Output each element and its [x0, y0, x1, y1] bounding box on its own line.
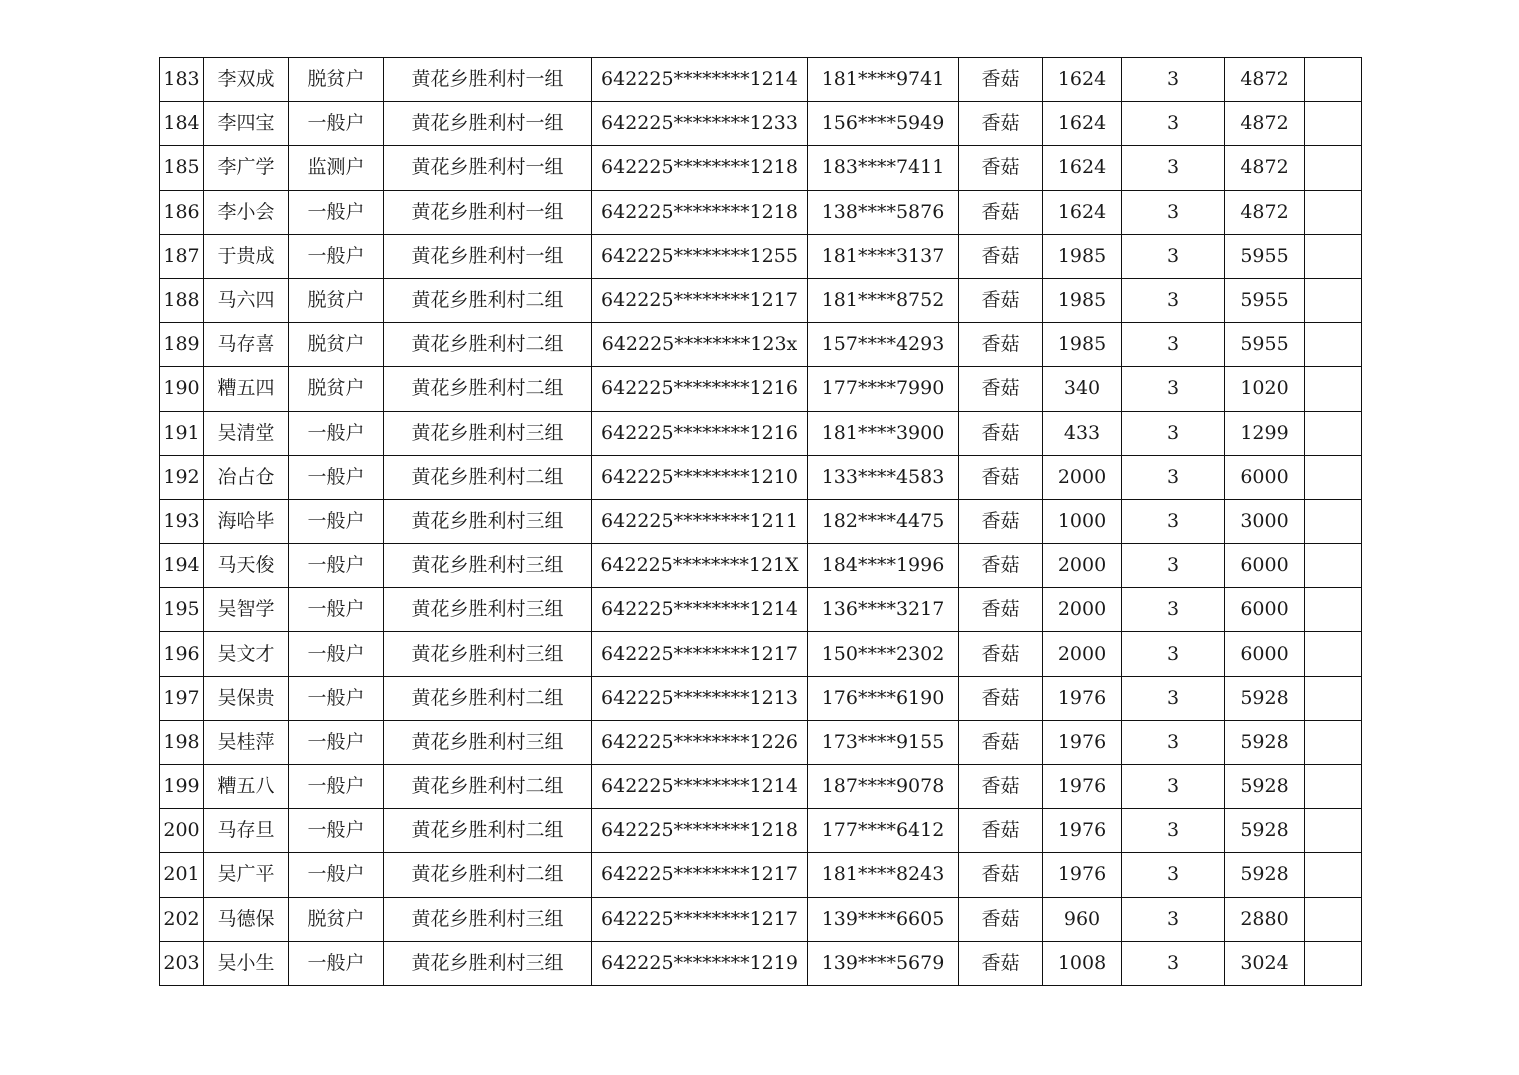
unit-price-cell: 3: [1122, 278, 1225, 322]
table-row: [160, 102, 1362, 146]
index-cell: 187: [160, 234, 204, 278]
household-type-cell: 一般户: [289, 411, 384, 455]
phone-cell: 173****9155: [808, 720, 959, 764]
index-cell: 196: [160, 632, 204, 676]
id-number-cell: 642225********1233: [592, 102, 808, 146]
index-cell: 190: [160, 367, 204, 411]
crop-cell: 香菇: [959, 809, 1043, 853]
index-cell: 197: [160, 676, 204, 720]
amount-cell: 4872: [1225, 102, 1305, 146]
unit-price-cell: 3: [1122, 720, 1225, 764]
unit-price-cell: 3: [1122, 544, 1225, 588]
amount-cell: 3024: [1225, 941, 1305, 985]
name-cell: 吴小生: [204, 941, 289, 985]
quantity-cell: 1985: [1043, 323, 1122, 367]
name-cell: 李双成: [204, 58, 289, 102]
household-type-cell: 一般户: [289, 676, 384, 720]
amount-cell: 1299: [1225, 411, 1305, 455]
address-cell: 黄花乡胜利村三组: [384, 720, 592, 764]
remark-cell: [1305, 853, 1362, 897]
quantity-cell: 1976: [1043, 765, 1122, 809]
household-type-cell: 脱贫户: [289, 58, 384, 102]
index-cell: 199: [160, 765, 204, 809]
quantity-cell: 960: [1043, 897, 1122, 941]
household-type-cell: 一般户: [289, 190, 384, 234]
household-type-cell: 一般户: [289, 499, 384, 543]
table-row: [160, 455, 1362, 499]
id-number-cell: 642225********1213: [592, 676, 808, 720]
quantity-cell: 340: [1043, 367, 1122, 411]
household-type-cell: 监测户: [289, 146, 384, 190]
amount-cell: 4872: [1225, 146, 1305, 190]
amount-cell: 4872: [1225, 58, 1305, 102]
address-cell: 黄花乡胜利村三组: [384, 588, 592, 632]
unit-price-cell: 3: [1122, 588, 1225, 632]
remark-cell: [1305, 190, 1362, 234]
remark-cell: [1305, 588, 1362, 632]
table-row: [160, 367, 1362, 411]
remark-cell: [1305, 455, 1362, 499]
id-number-cell: 642225********1218: [592, 190, 808, 234]
remark-cell: [1305, 102, 1362, 146]
address-cell: 黄花乡胜利村二组: [384, 455, 592, 499]
name-cell: 海哈毕: [204, 499, 289, 543]
crop-cell: 香菇: [959, 499, 1043, 543]
unit-price-cell: 3: [1122, 853, 1225, 897]
quantity-cell: 1976: [1043, 809, 1122, 853]
crop-cell: 香菇: [959, 588, 1043, 632]
crop-cell: 香菇: [959, 102, 1043, 146]
phone-cell: 183****7411: [808, 146, 959, 190]
index-cell: 202: [160, 897, 204, 941]
quantity-cell: 1000: [1043, 499, 1122, 543]
quantity-cell: 1976: [1043, 676, 1122, 720]
crop-cell: 香菇: [959, 853, 1043, 897]
phone-cell: 133****4583: [808, 455, 959, 499]
id-number-cell: 642225********1217: [592, 897, 808, 941]
phone-cell: 181****8752: [808, 278, 959, 322]
crop-cell: 香菇: [959, 411, 1043, 455]
remark-cell: [1305, 941, 1362, 985]
household-type-cell: 一般户: [289, 588, 384, 632]
table-row: [160, 190, 1362, 234]
crop-cell: 香菇: [959, 455, 1043, 499]
crop-cell: 香菇: [959, 632, 1043, 676]
household-type-cell: 一般户: [289, 809, 384, 853]
index-cell: 195: [160, 588, 204, 632]
crop-cell: 香菇: [959, 146, 1043, 190]
address-cell: 黄花乡胜利村三组: [384, 499, 592, 543]
amount-cell: 5928: [1225, 765, 1305, 809]
crop-cell: 香菇: [959, 765, 1043, 809]
phone-cell: 181****3137: [808, 234, 959, 278]
crop-cell: 香菇: [959, 58, 1043, 102]
index-cell: 201: [160, 853, 204, 897]
table-row: [160, 941, 1362, 985]
table-row: [160, 146, 1362, 190]
index-cell: 192: [160, 455, 204, 499]
phone-cell: 181****3900: [808, 411, 959, 455]
table-row: [160, 323, 1362, 367]
table-row: [160, 765, 1362, 809]
address-cell: 黄花乡胜利村三组: [384, 411, 592, 455]
quantity-cell: 1624: [1043, 146, 1122, 190]
phone-cell: 157****4293: [808, 323, 959, 367]
table-row: [160, 234, 1362, 278]
crop-cell: 香菇: [959, 720, 1043, 764]
amount-cell: 5955: [1225, 234, 1305, 278]
unit-price-cell: 3: [1122, 632, 1225, 676]
remark-cell: [1305, 411, 1362, 455]
remark-cell: [1305, 720, 1362, 764]
household-type-cell: 一般户: [289, 632, 384, 676]
table-row: [160, 809, 1362, 853]
name-cell: 吴智学: [204, 588, 289, 632]
id-number-cell: 642225********1226: [592, 720, 808, 764]
remark-cell: [1305, 499, 1362, 543]
amount-cell: 5955: [1225, 323, 1305, 367]
index-cell: 183: [160, 58, 204, 102]
index-cell: 184: [160, 102, 204, 146]
quantity-cell: 2000: [1043, 588, 1122, 632]
phone-cell: 177****6412: [808, 809, 959, 853]
unit-price-cell: 3: [1122, 58, 1225, 102]
crop-cell: 香菇: [959, 897, 1043, 941]
address-cell: 黄花乡胜利村一组: [384, 190, 592, 234]
remark-cell: [1305, 544, 1362, 588]
amount-cell: 5955: [1225, 278, 1305, 322]
household-type-cell: 脱贫户: [289, 278, 384, 322]
remark-cell: [1305, 323, 1362, 367]
id-number-cell: 642225********1217: [592, 278, 808, 322]
phone-cell: 177****7990: [808, 367, 959, 411]
unit-price-cell: 3: [1122, 367, 1225, 411]
id-number-cell: 642225********1217: [592, 632, 808, 676]
name-cell: 马存喜: [204, 323, 289, 367]
amount-cell: 5928: [1225, 809, 1305, 853]
address-cell: 黄花乡胜利村二组: [384, 323, 592, 367]
name-cell: 马德保: [204, 897, 289, 941]
name-cell: 糟五四: [204, 367, 289, 411]
table-row: [160, 632, 1362, 676]
unit-price-cell: 3: [1122, 897, 1225, 941]
address-cell: 黄花乡胜利村一组: [384, 146, 592, 190]
index-cell: 188: [160, 278, 204, 322]
unit-price-cell: 3: [1122, 941, 1225, 985]
quantity-cell: 1624: [1043, 102, 1122, 146]
table-row: [160, 720, 1362, 764]
phone-cell: 182****4475: [808, 499, 959, 543]
name-cell: 李小会: [204, 190, 289, 234]
remark-cell: [1305, 278, 1362, 322]
table-row: [160, 278, 1362, 322]
id-number-cell: 642225********123x: [592, 323, 808, 367]
unit-price-cell: 3: [1122, 146, 1225, 190]
index-cell: 185: [160, 146, 204, 190]
address-cell: 黄花乡胜利村二组: [384, 809, 592, 853]
table-row: [160, 897, 1362, 941]
phone-cell: 181****9741: [808, 58, 959, 102]
quantity-cell: 1008: [1043, 941, 1122, 985]
unit-price-cell: 3: [1122, 499, 1225, 543]
table-row: [160, 588, 1362, 632]
index-cell: 191: [160, 411, 204, 455]
remark-cell: [1305, 58, 1362, 102]
name-cell: 于贵成: [204, 234, 289, 278]
remark-cell: [1305, 765, 1362, 809]
unit-price-cell: 3: [1122, 455, 1225, 499]
name-cell: 吴保贵: [204, 676, 289, 720]
phone-cell: 136****3217: [808, 588, 959, 632]
household-type-cell: 一般户: [289, 544, 384, 588]
unit-price-cell: 3: [1122, 809, 1225, 853]
crop-cell: 香菇: [959, 278, 1043, 322]
table-row: [160, 411, 1362, 455]
phone-cell: 156****5949: [808, 102, 959, 146]
name-cell: 马存旦: [204, 809, 289, 853]
name-cell: 吴桂萍: [204, 720, 289, 764]
crop-cell: 香菇: [959, 367, 1043, 411]
household-type-cell: 一般户: [289, 941, 384, 985]
id-number-cell: 642225********121X: [592, 544, 808, 588]
household-type-cell: 一般户: [289, 720, 384, 764]
remark-cell: [1305, 676, 1362, 720]
amount-cell: 6000: [1225, 588, 1305, 632]
table-row: [160, 853, 1362, 897]
id-number-cell: 642225********1218: [592, 809, 808, 853]
quantity-cell: 2000: [1043, 544, 1122, 588]
address-cell: 黄花乡胜利村一组: [384, 58, 592, 102]
id-number-cell: 642225********1218: [592, 146, 808, 190]
address-cell: 黄花乡胜利村三组: [384, 632, 592, 676]
crop-cell: 香菇: [959, 676, 1043, 720]
index-cell: 198: [160, 720, 204, 764]
index-cell: 203: [160, 941, 204, 985]
index-cell: 189: [160, 323, 204, 367]
address-cell: 黄花乡胜利村三组: [384, 544, 592, 588]
unit-price-cell: 3: [1122, 190, 1225, 234]
name-cell: 吴清堂: [204, 411, 289, 455]
table-row: [160, 544, 1362, 588]
address-cell: 黄花乡胜利村二组: [384, 765, 592, 809]
amount-cell: 3000: [1225, 499, 1305, 543]
remark-cell: [1305, 809, 1362, 853]
phone-cell: 181****8243: [808, 853, 959, 897]
quantity-cell: 1624: [1043, 58, 1122, 102]
amount-cell: 2880: [1225, 897, 1305, 941]
table-row: [160, 676, 1362, 720]
unit-price-cell: 3: [1122, 411, 1225, 455]
amount-cell: 5928: [1225, 853, 1305, 897]
phone-cell: 176****6190: [808, 676, 959, 720]
address-cell: 黄花乡胜利村三组: [384, 941, 592, 985]
crop-cell: 香菇: [959, 941, 1043, 985]
remark-cell: [1305, 897, 1362, 941]
address-cell: 黄花乡胜利村三组: [384, 897, 592, 941]
remark-cell: [1305, 146, 1362, 190]
address-cell: 黄花乡胜利村二组: [384, 278, 592, 322]
index-cell: 200: [160, 809, 204, 853]
unit-price-cell: 3: [1122, 323, 1225, 367]
phone-cell: 150****2302: [808, 632, 959, 676]
crop-cell: 香菇: [959, 234, 1043, 278]
household-type-cell: 一般户: [289, 853, 384, 897]
phone-cell: 184****1996: [808, 544, 959, 588]
amount-cell: 6000: [1225, 632, 1305, 676]
amount-cell: 5928: [1225, 720, 1305, 764]
unit-price-cell: 3: [1122, 234, 1225, 278]
address-cell: 黄花乡胜利村二组: [384, 853, 592, 897]
id-number-cell: 642225********1210: [592, 455, 808, 499]
id-number-cell: 642225********1216: [592, 367, 808, 411]
phone-cell: 139****6605: [808, 897, 959, 941]
quantity-cell: 1985: [1043, 278, 1122, 322]
household-type-cell: 脱贫户: [289, 897, 384, 941]
name-cell: 吴广平: [204, 853, 289, 897]
phone-cell: 139****5679: [808, 941, 959, 985]
crop-cell: 香菇: [959, 544, 1043, 588]
index-cell: 193: [160, 499, 204, 543]
id-number-cell: 642225********1214: [592, 58, 808, 102]
amount-cell: 4872: [1225, 190, 1305, 234]
name-cell: 吴文才: [204, 632, 289, 676]
index-cell: 186: [160, 190, 204, 234]
household-type-cell: 脱贫户: [289, 323, 384, 367]
household-type-cell: 一般户: [289, 455, 384, 499]
id-number-cell: 642225********1255: [592, 234, 808, 278]
name-cell: 李四宝: [204, 102, 289, 146]
crop-cell: 香菇: [959, 190, 1043, 234]
id-number-cell: 642225********1214: [592, 588, 808, 632]
quantity-cell: 1985: [1043, 234, 1122, 278]
quantity-cell: 433: [1043, 411, 1122, 455]
address-cell: 黄花乡胜利村一组: [384, 102, 592, 146]
household-type-cell: 一般户: [289, 765, 384, 809]
household-type-cell: 一般户: [289, 102, 384, 146]
crop-cell: 香菇: [959, 323, 1043, 367]
phone-cell: 187****9078: [808, 765, 959, 809]
address-cell: 黄花乡胜利村一组: [384, 234, 592, 278]
name-cell: 冶占仓: [204, 455, 289, 499]
id-number-cell: 642225********1214: [592, 765, 808, 809]
index-cell: 194: [160, 544, 204, 588]
name-cell: 马六四: [204, 278, 289, 322]
remark-cell: [1305, 632, 1362, 676]
quantity-cell: 1976: [1043, 853, 1122, 897]
id-number-cell: 642225********1217: [592, 853, 808, 897]
address-cell: 黄花乡胜利村二组: [384, 367, 592, 411]
quantity-cell: 1976: [1043, 720, 1122, 764]
name-cell: 马天俊: [204, 544, 289, 588]
name-cell: 李广学: [204, 146, 289, 190]
phone-cell: 138****5876: [808, 190, 959, 234]
amount-cell: 1020: [1225, 367, 1305, 411]
remark-cell: [1305, 367, 1362, 411]
table-row: [160, 58, 1362, 102]
amount-cell: 5928: [1225, 676, 1305, 720]
unit-price-cell: 3: [1122, 765, 1225, 809]
remark-cell: [1305, 234, 1362, 278]
table-row: [160, 499, 1362, 543]
quantity-cell: 1624: [1043, 190, 1122, 234]
name-cell: 糟五八: [204, 765, 289, 809]
unit-price-cell: 3: [1122, 676, 1225, 720]
id-number-cell: 642225********1216: [592, 411, 808, 455]
household-type-cell: 脱贫户: [289, 367, 384, 411]
address-cell: 黄花乡胜利村二组: [384, 676, 592, 720]
quantity-cell: 2000: [1043, 632, 1122, 676]
amount-cell: 6000: [1225, 455, 1305, 499]
unit-price-cell: 3: [1122, 102, 1225, 146]
id-number-cell: 642225********1211: [592, 499, 808, 543]
amount-cell: 6000: [1225, 544, 1305, 588]
id-number-cell: 642225********1219: [592, 941, 808, 985]
beneficiary-table: [159, 57, 1362, 986]
table-body: [160, 58, 1362, 986]
household-type-cell: 一般户: [289, 234, 384, 278]
quantity-cell: 2000: [1043, 455, 1122, 499]
